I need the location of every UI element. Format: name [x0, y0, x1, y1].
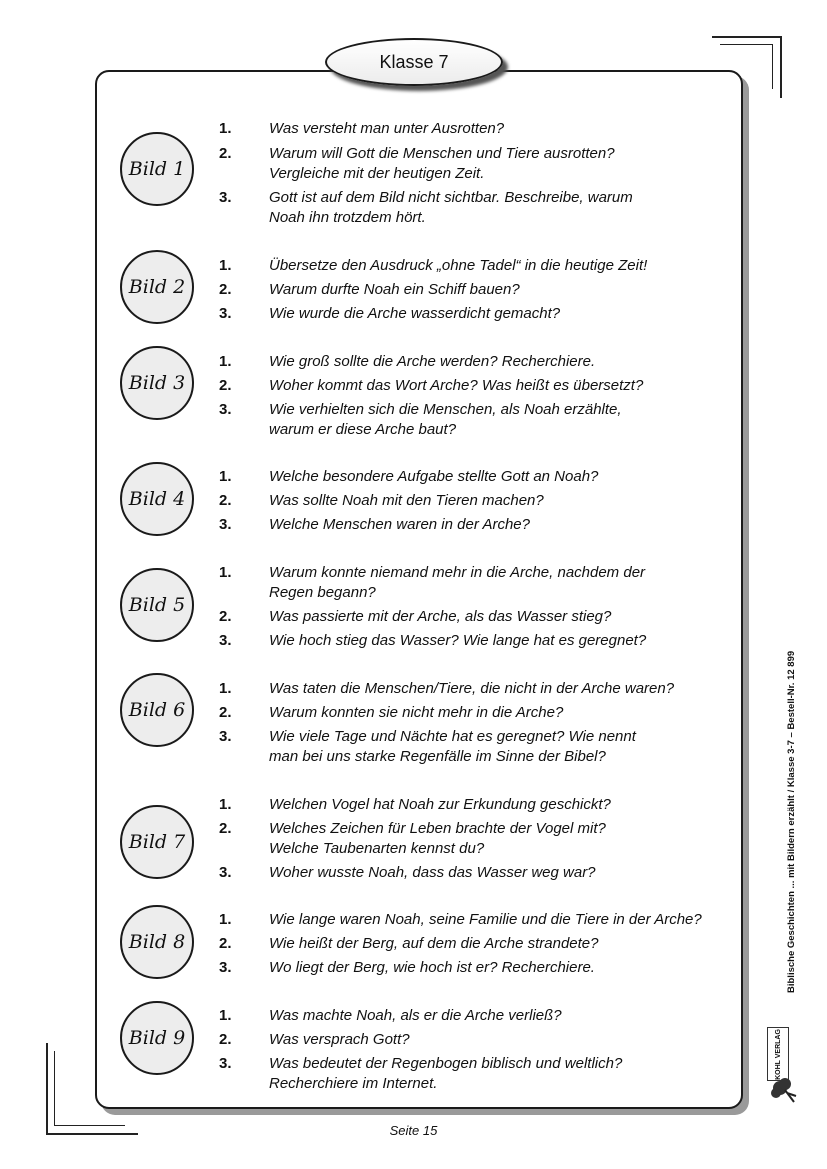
- question-number: 3.: [219, 864, 232, 881]
- page-number: Seite 15: [389, 1123, 438, 1138]
- question-text: Was passierte mit der Arche, als das Wasser stieg?: [269, 608, 612, 625]
- question-number: 2.: [219, 492, 232, 509]
- question-number: 3.: [219, 305, 232, 322]
- question-text: Was taten die Menschen/Tiere, die nicht in der Arche waren?: [269, 680, 675, 697]
- side-imprint: Biblische Geschichten ... mit Bildern erzählt / Klasse 3-7 – Bestell-Nr. 12 899: [786, 650, 797, 993]
- question-text: Wie viele Tage und Nächte hat es geregnet? Wie nennt man bei uns starke Regenfälle im Sinne der Bibel?: [269, 728, 636, 765]
- question-text: Warum konnte niemand mehr in die Arche, nachdem der Regen begann?: [269, 564, 646, 601]
- question-text: Wie hoch stieg das Wasser? Wie lange hat es geregnet?: [269, 632, 647, 649]
- question-text: Was versteht man unter Ausrotten?: [269, 120, 505, 137]
- question-text: Wie lange waren Noah, seine Familie und die Tiere in der Arche?: [269, 911, 702, 928]
- question-text: Woher kommt das Wort Arche? Was heißt es übersetzt?: [269, 377, 644, 394]
- question-number: 1.: [219, 257, 232, 274]
- bild-circle: Bild 2: [120, 250, 194, 324]
- question-text: Warum konnten sie nicht mehr in die Arche?: [269, 704, 564, 721]
- question-text: Welchen Vogel hat Noah zur Erkundung geschickt?: [269, 796, 611, 813]
- question-number: 2.: [219, 377, 232, 394]
- question-number: 2.: [219, 704, 232, 721]
- question-number: 2.: [219, 1031, 232, 1048]
- question-text: Gott ist auf dem Bild nicht sichtbar. Beschreibe, warum Noah ihn trotzdem hört.: [269, 189, 633, 226]
- question-number: 1.: [219, 120, 232, 137]
- question-number: 3.: [219, 516, 232, 533]
- question-number: 2.: [219, 820, 232, 837]
- question-number: 3.: [219, 1055, 232, 1072]
- question-number: 2.: [219, 935, 232, 952]
- question-number: 3.: [219, 728, 232, 745]
- bild-circle: Bild 5: [120, 568, 194, 642]
- publisher-logo-text: KOHL VERLAG: [774, 1028, 782, 1080]
- bild-circle: Bild 4: [120, 462, 194, 536]
- bild-circle: Bild 1: [120, 132, 194, 206]
- bild-circle: Bild 8: [120, 905, 194, 979]
- question-text: Was sollte Noah mit den Tieren machen?: [269, 492, 544, 509]
- question-number: 1.: [219, 468, 232, 485]
- bild-circle: Bild 9: [120, 1001, 194, 1075]
- question-text: Welche Menschen waren in der Arche?: [269, 516, 530, 533]
- question-text: Wie heißt der Berg, auf dem die Arche strandete?: [269, 935, 599, 952]
- question-text: Was versprach Gott?: [269, 1031, 410, 1048]
- question-text: Wie groß sollte die Arche werden? Recherchiere.: [269, 353, 596, 370]
- question-text: Wie wurde die Arche wasserdicht gemacht?: [269, 305, 561, 322]
- question-text: Welche besondere Aufgabe stellte Gott an Noah?: [269, 468, 599, 485]
- question-number: 3.: [219, 401, 232, 418]
- question-text: Warum durfte Noah ein Schiff bauen?: [269, 281, 520, 298]
- question-text: Warum will Gott die Menschen und Tiere ausrotten? Vergleiche mit der heutigen Zeit.: [269, 145, 615, 182]
- question-number: 3.: [219, 189, 232, 206]
- question-number: 3.: [219, 959, 232, 976]
- question-number: 1.: [219, 911, 232, 928]
- question-number: 3.: [219, 632, 232, 649]
- bild-circle: Bild 7: [120, 805, 194, 879]
- question-text: Übersetze den Ausdruck „ohne Tadel“ in die heutige Zeit!: [269, 257, 648, 274]
- question-number: 2.: [219, 145, 232, 162]
- question-text: Was machte Noah, als er die Arche verließ?: [269, 1007, 562, 1024]
- question-number: 1.: [219, 1007, 232, 1024]
- question-number: 1.: [219, 680, 232, 697]
- class-badge: Klasse 7: [325, 38, 503, 86]
- question-text: Welches Zeichen für Leben brachte der Vogel mit? Welche Taubenarten kennst du?: [269, 820, 606, 857]
- bild-circle: Bild 3: [120, 346, 194, 420]
- publisher-logo: [767, 1027, 789, 1081]
- question-text: Wo liegt der Berg, wie hoch ist er? Recherchiere.: [269, 959, 595, 976]
- question-text: Woher wusste Noah, dass das Wasser weg war?: [269, 864, 596, 881]
- question-text: Wie verhielten sich die Menschen, als Noah erzählte, warum er diese Arche baut?: [269, 401, 622, 438]
- question-number: 2.: [219, 608, 232, 625]
- question-number: 2.: [219, 281, 232, 298]
- tree-icon: [770, 1076, 800, 1106]
- question-number: 1.: [219, 564, 232, 581]
- bild-circle: Bild 6: [120, 673, 194, 747]
- question-text: Was bedeutet der Regenbogen biblisch und weltlich? Recherchiere im Internet.: [269, 1055, 623, 1092]
- question-number: 1.: [219, 796, 232, 813]
- question-number: 1.: [219, 353, 232, 370]
